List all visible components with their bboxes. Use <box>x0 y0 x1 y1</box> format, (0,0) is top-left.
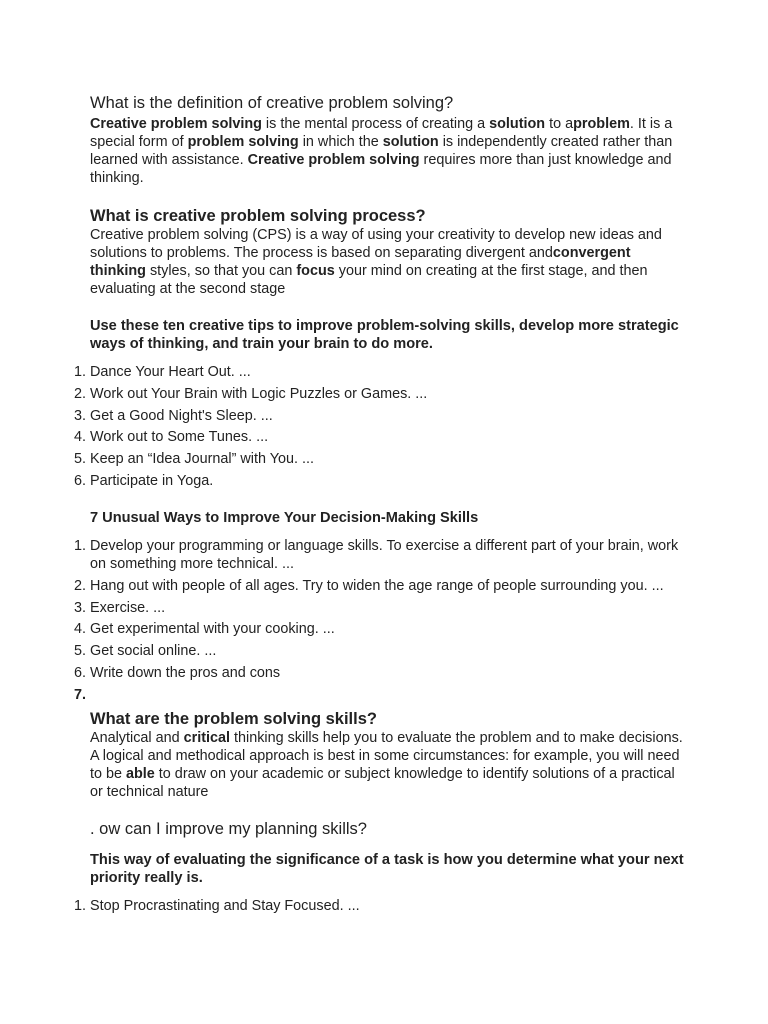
paragraph-process <box>90 226 688 298</box>
text-run: Analytical and <box>90 729 184 746</box>
list-item <box>73 363 688 381</box>
list-item <box>73 537 688 573</box>
text-run: is the mental process of creating a <box>261 116 490 132</box>
list-item-text: Write down the pros and cons <box>90 664 281 681</box>
bold-text: critical <box>183 729 231 746</box>
bold-text: convergent thinking <box>90 245 631 279</box>
list-number: 6. <box>73 472 86 489</box>
list-item <box>73 472 688 490</box>
text-run: in which the <box>298 134 383 150</box>
list-number: 1. <box>73 364 86 380</box>
list-item-text: Develop your programming or language skills. To exercise a different part of your brain, work on something more technical. ... <box>90 537 679 572</box>
intro-priority: This way of evaluating the significance of a task is how you determine what your next priority really is. <box>90 851 684 886</box>
bold-text: able <box>126 765 155 782</box>
list-number: 2. <box>73 385 86 402</box>
text-run: Creative problem solving (CPS) is a way of using your creativity to develop new ideas and solutions to problems. The process is based on separating divergent and <box>90 227 662 261</box>
heading-process: What is creative problem solving process? <box>90 207 426 225</box>
heading-definition: What is the definition of creative problem solving? <box>90 94 454 112</box>
heading-planning-skills: . ow can I improve my planning skills? <box>90 819 367 838</box>
list-number: 7. <box>73 686 86 703</box>
list-number: 6. <box>73 664 86 681</box>
list-item-text: Work out Your Brain with Logic Puzzles or Games. ... <box>90 385 428 402</box>
decision-making-list <box>73 537 688 682</box>
list-number: 2. <box>73 577 86 594</box>
list-item-text: Keep an “Idea Journal” with You. ... <box>90 451 315 468</box>
list-item <box>73 577 688 595</box>
paragraph-definition <box>90 115 688 187</box>
list-item <box>73 686 688 704</box>
list-number: 4. <box>73 621 86 638</box>
list-item <box>73 664 688 682</box>
text-run: is independently created rather than learned with assistance. <box>90 134 673 168</box>
bold-text: problem solving <box>187 134 299 150</box>
text-run: styles, so that you can <box>145 263 297 279</box>
list-item-text: Hang out with people of all ages. Try to widen the age range of people surrounding you. ... <box>90 577 664 594</box>
list-number: 3. <box>73 599 86 616</box>
creative-tips-list <box>73 363 688 490</box>
heading-decision-making: 7 Unusual Ways to Improve Your Decision-Making Skills <box>90 509 479 526</box>
heading-problem-solving-skills: What are the problem solving skills? <box>90 709 377 728</box>
text-run: to a <box>545 116 574 132</box>
text-run: to draw on your academic or subject knowledge to identify solutions of a practical or technical nature <box>90 765 675 800</box>
list-item <box>73 428 688 446</box>
document-content <box>73 93 688 919</box>
list-number: 4. <box>73 429 86 446</box>
list-number: 3. <box>73 407 86 424</box>
decision-making-list-item-7 <box>73 686 688 704</box>
text-run: requires more than just knowledge and thinking. <box>90 152 672 186</box>
list-item <box>73 620 688 638</box>
list-item-text: Participate in Yoga. <box>90 472 214 489</box>
list-item <box>73 450 688 468</box>
paragraph-problem-solving-skills <box>90 729 688 801</box>
bold-text: solution <box>489 116 546 132</box>
list-number: 5. <box>73 451 86 468</box>
list-item <box>73 642 688 660</box>
bold-text: Creative problem solving <box>247 152 420 168</box>
list-item-text: Get a Good Night's Sleep. ... <box>90 407 273 424</box>
list-item <box>73 407 688 425</box>
planning-list <box>73 897 688 915</box>
text-run: thinking skills help you to evaluate the problem and to make decisions. A logical and methodical approach is best in some circumstances: for example, you will need to be <box>90 729 683 782</box>
list-item <box>73 385 688 403</box>
list-item-text: Get social online. ... <box>90 643 217 660</box>
text-run: . It is a special form of <box>90 116 673 150</box>
list-number: 1. <box>73 897 86 914</box>
list-item <box>73 897 688 915</box>
bold-text: Creative problem solving <box>90 116 262 132</box>
bold-text: problem <box>573 116 630 132</box>
list-number: 1. <box>73 537 86 554</box>
intro-creative-tips: Use these ten creative tips to improve problem-solving skills, develop more strategic ways of thinking, and train your brain to do more. <box>90 318 679 352</box>
bold-text: focus <box>296 263 335 279</box>
list-item-text: Work out to Some Tunes. ... <box>90 429 269 446</box>
list-item <box>73 599 688 617</box>
bold-text: solution <box>382 134 439 150</box>
list-item-text: Get experimental with your cooking. ... <box>90 621 335 638</box>
list-item-text: Stop Procrastinating and Stay Focused. ... <box>90 897 360 914</box>
list-item-text: Exercise. ... <box>90 599 166 616</box>
list-item-text: Dance Your Heart Out. ... <box>90 364 251 380</box>
list-number: 5. <box>73 643 86 660</box>
text-run: your mind on creating at the first stage, and then evaluating at the second stage <box>90 263 648 297</box>
